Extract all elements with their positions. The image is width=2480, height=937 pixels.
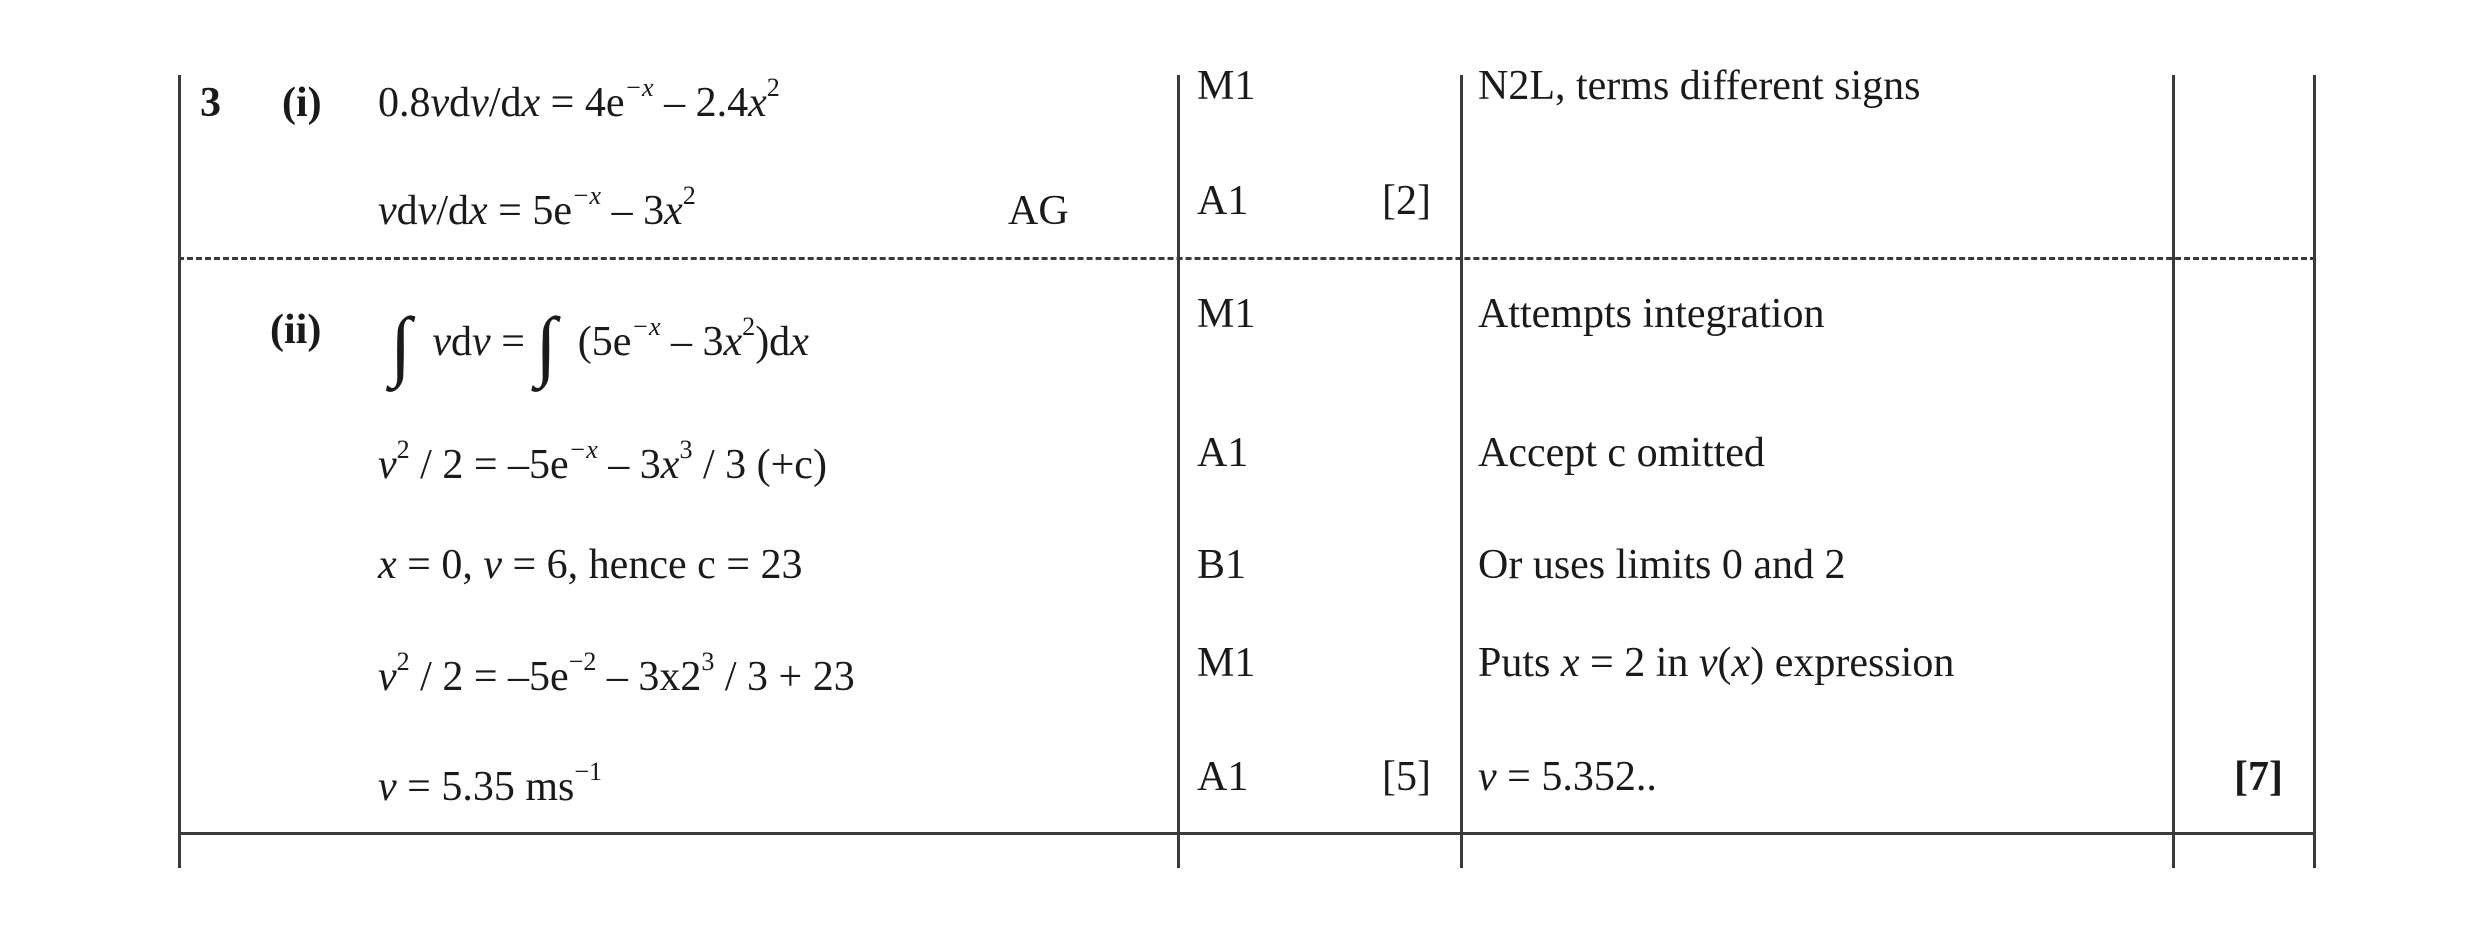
working-ii-4: $v^2 / 2 = -5e^{-2} - 3x2^3 / 3 + 23$ <box>378 647 855 700</box>
part-label-ii: (ii) <box>270 307 322 353</box>
working-ii-1: ∫ vdv = ∫ $(5e^{-x} - 3x^2)dx$ <box>390 301 809 388</box>
mark-ii-2: A1 <box>1197 430 1249 476</box>
part-label-i: (i) <box>282 80 322 126</box>
mark-ii-4: M1 <box>1197 640 1256 686</box>
working-ii-2: $v^2 / 2 = -5e^{-x} - 3x^3 / 3$ (+c) <box>378 435 827 488</box>
question-total: [7] <box>2234 754 2283 800</box>
working-i-1: $0.8vdv/dx = 4e^{-x} - 2.4x^2$ <box>378 73 780 126</box>
working-ii-5: v = 5.35 $ms^{-1}$ <box>378 757 603 810</box>
working-i-2: $vdv/dx = 5e^{-x} - 3x^2$ <box>378 181 696 234</box>
guidance-ii-4: Puts x = 2 in v(x) expression <box>1478 640 1955 686</box>
column-divider-total <box>2172 75 2175 868</box>
part-separator <box>178 257 2316 260</box>
answer-given-label: AG <box>1008 188 1069 234</box>
guidance-ii-1: Attempts integration <box>1478 291 1825 337</box>
mark-ii-3: B1 <box>1197 542 1247 588</box>
integral-icon: ∫ <box>535 301 557 388</box>
column-divider-mark <box>1177 75 1180 868</box>
mark-ii-5: A1 <box>1197 754 1249 800</box>
mark-i-2: A1 <box>1197 178 1249 224</box>
guidance-i-1: N2L, terms different signs <box>1478 63 1921 109</box>
guidance-ii-5: v = 5.352.. <box>1478 754 1657 800</box>
guidance-ii-2: Accept c omitted <box>1478 430 1765 476</box>
table-bottom-border <box>178 832 2316 835</box>
guidance-ii-3: Or uses limits 0 and 2 <box>1478 542 1846 588</box>
part-total-i: [2] <box>1382 178 1431 224</box>
mark-i-1: M1 <box>1197 63 1256 109</box>
column-divider-guidance <box>1460 75 1463 868</box>
question-number: 3 <box>200 80 221 126</box>
working-ii-3: x = 0, v = 6, hence c = 23 <box>378 542 803 588</box>
mark-ii-1: M1 <box>1197 291 1256 337</box>
part-total-ii: [5] <box>1382 754 1431 800</box>
table-right-border <box>2313 75 2316 868</box>
table-left-border <box>178 75 181 868</box>
integral-icon: ∫ <box>390 301 412 388</box>
